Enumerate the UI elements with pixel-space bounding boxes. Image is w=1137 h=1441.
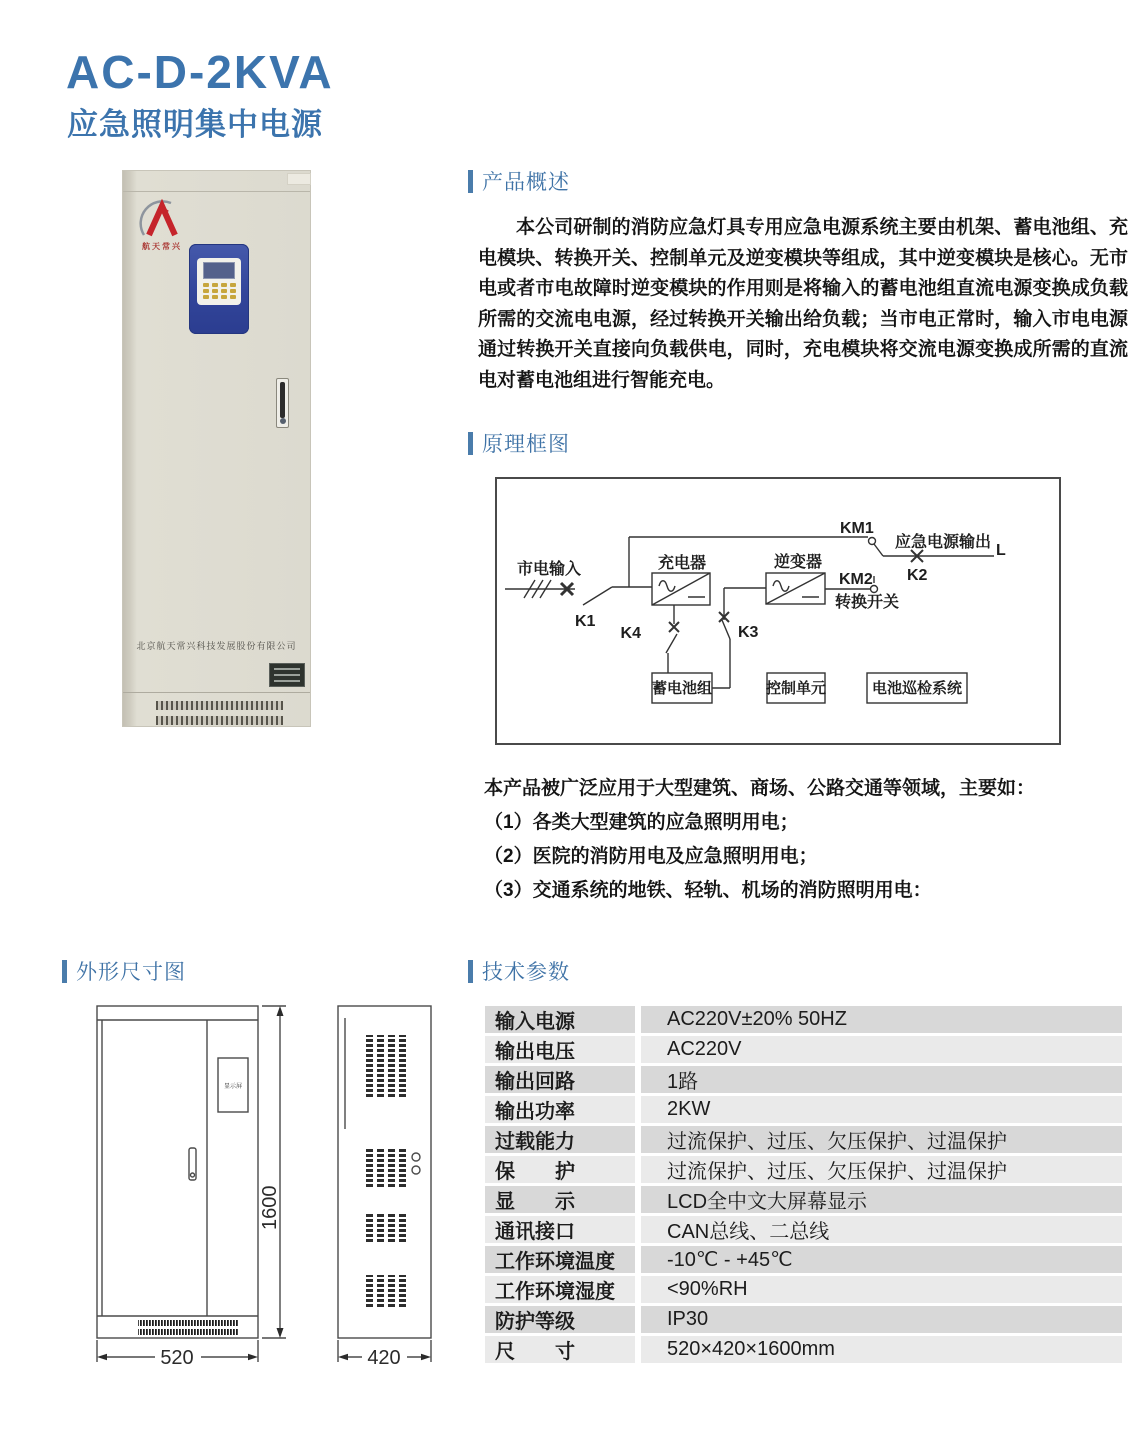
spec-value: AC220V±20% 50HZ <box>641 1006 1122 1033</box>
diagram-label-charger: 充电器 <box>658 555 707 572</box>
spec-label: 过载能力 <box>485 1126 635 1153</box>
section-header-specs: 技术参数 <box>468 958 570 984</box>
spec-value: CAN总线、二总线 <box>641 1216 1122 1243</box>
control-panel <box>189 244 249 334</box>
front-view-screen-label: 显示屏 <box>223 1084 243 1090</box>
width-dimension-label: 520 <box>160 1347 194 1369</box>
diagram-label-k3: K3 <box>738 624 759 641</box>
section-header-dimensions: 外形尺寸图 <box>62 958 186 984</box>
diagram-label-monitor: 电池巡检系统 <box>871 680 963 697</box>
diagram-label-km2: KM2 <box>839 571 873 588</box>
section-header-overview: 产品概述 <box>468 168 570 194</box>
diagram-label-transfer: 转换开关 <box>835 594 900 611</box>
lcd-screen <box>203 262 235 279</box>
principle-diagram <box>495 477 1061 745</box>
spec-value: 520×420×1600mm <box>641 1336 1122 1363</box>
diagram-label-load: L <box>996 542 1006 559</box>
door-handle <box>276 378 289 428</box>
diagram-label-control: 控制单元 <box>765 680 827 697</box>
page-subtitle: 应急照明集中电源 <box>67 107 323 142</box>
diagram-label-output: 应急电源输出 <box>895 534 992 551</box>
principle-diagram-svg <box>497 479 1059 743</box>
table-row <box>485 1306 1122 1333</box>
applications-intro: 本产品被广泛应用于大型建筑、商场、公路交通等领域，主要如： <box>484 778 1036 799</box>
spec-value: 过流保护、过压、欠压保护、过温保护 <box>641 1126 1122 1153</box>
spec-label: 显 示 <box>485 1186 635 1213</box>
cabinet-top-seam <box>123 191 310 192</box>
applications-item: （2）医院的消防用电及应急照明用电； <box>484 846 818 867</box>
applications-item: （3）交通系统的地铁、轻轨、机场的消防照明用电： <box>484 880 932 901</box>
table-row <box>485 1036 1122 1063</box>
height-dimension-label: 1600 <box>259 1185 281 1230</box>
dimension-drawing-front <box>95 1004 290 1376</box>
vent-grille <box>156 716 283 725</box>
spec-value: <90%RH <box>641 1276 1122 1303</box>
spec-value: 1路 <box>641 1066 1122 1093</box>
table-row <box>485 1276 1122 1303</box>
spec-label: 输出电压 <box>485 1036 635 1063</box>
product-photo-cabinet <box>122 170 311 727</box>
spec-value: -10℃ - +45℃ <box>641 1246 1122 1273</box>
section-header-principle: 原理框图 <box>468 430 570 456</box>
table-row <box>485 1186 1122 1213</box>
applications-block <box>484 772 1132 908</box>
dimension-drawing-side <box>333 1004 438 1376</box>
diagram-label-k2: K2 <box>907 567 928 584</box>
table-row <box>485 1006 1122 1033</box>
cabinet-nameplate <box>269 663 305 687</box>
keypad <box>197 283 241 299</box>
spec-label: 尺 寸 <box>485 1336 635 1363</box>
diagram-label-k1: K1 <box>575 613 596 630</box>
table-row <box>485 1336 1122 1363</box>
diagram-label-mains: 市电输入 <box>517 561 582 578</box>
table-row <box>485 1156 1122 1183</box>
spec-value: LCD全中文大屏幕显示 <box>641 1186 1122 1213</box>
spec-label: 输出回路 <box>485 1066 635 1093</box>
brand-logo-text: 航天常兴 <box>142 242 182 251</box>
spec-label: 保 护 <box>485 1156 635 1183</box>
table-row <box>485 1246 1122 1273</box>
applications-item: （1）各类大型建筑的应急照明用电； <box>484 812 799 833</box>
depth-dimension-label: 420 <box>367 1347 401 1369</box>
spec-value: AC220V <box>641 1036 1122 1063</box>
vent-grille <box>156 701 283 710</box>
spec-label: 工作环境温度 <box>485 1246 635 1273</box>
diagram-label-inverter: 逆变器 <box>774 554 823 571</box>
spec-label: 输入电源 <box>485 1006 635 1033</box>
spec-label: 输出功率 <box>485 1096 635 1123</box>
overview-paragraph: 本公司研制的消防应急灯具专用应急电源系统主要由机架、蓄电池组、充电模块、转换开关、控制单元及逆变模块等组成，其中逆变模块是核心。无市电或者市电故障时逆变模块的作用则是将输入的蓄电池组直流电源变换成负载所需的交流电电源，经过转换开关输出给负载；当市电正常时，输入市电电源通过转换开关直接向负载供电，同时，充电模块将交流电源变换成所需的直流电对蓄电池组进行智能充电。 <box>478 217 1128 391</box>
control-panel-face <box>197 258 241 305</box>
diagram-label-battery: 蓄电池组 <box>651 680 713 697</box>
cabinet-bottom-seam <box>123 692 310 693</box>
page-title: AC-D-2KVA <box>66 46 334 98</box>
table-row <box>485 1096 1122 1123</box>
spec-value: 2KW <box>641 1096 1122 1123</box>
table-row <box>485 1126 1122 1153</box>
cabinet-company-name: 北京航天常兴科技发展股份有限公司 <box>136 641 297 651</box>
section-bar <box>62 960 67 983</box>
table-row <box>485 1066 1122 1093</box>
table-row <box>485 1216 1122 1243</box>
section-bar <box>468 432 473 455</box>
spec-value: IP30 <box>641 1306 1122 1333</box>
brand-logo-icon <box>139 199 185 241</box>
diagram-label-km1: KM1 <box>840 520 874 537</box>
section-bar <box>468 960 473 983</box>
spec-label: 通讯接口 <box>485 1216 635 1243</box>
diagram-label-k4: K4 <box>620 625 641 642</box>
specs-table <box>485 1006 1122 1366</box>
cabinet-corner-label <box>287 173 311 185</box>
spec-label: 防护等级 <box>485 1306 635 1333</box>
spec-value: 过流保护、过压、欠压保护、过温保护 <box>641 1156 1122 1183</box>
spec-label: 工作环境湿度 <box>485 1276 635 1303</box>
section-bar <box>468 170 473 193</box>
